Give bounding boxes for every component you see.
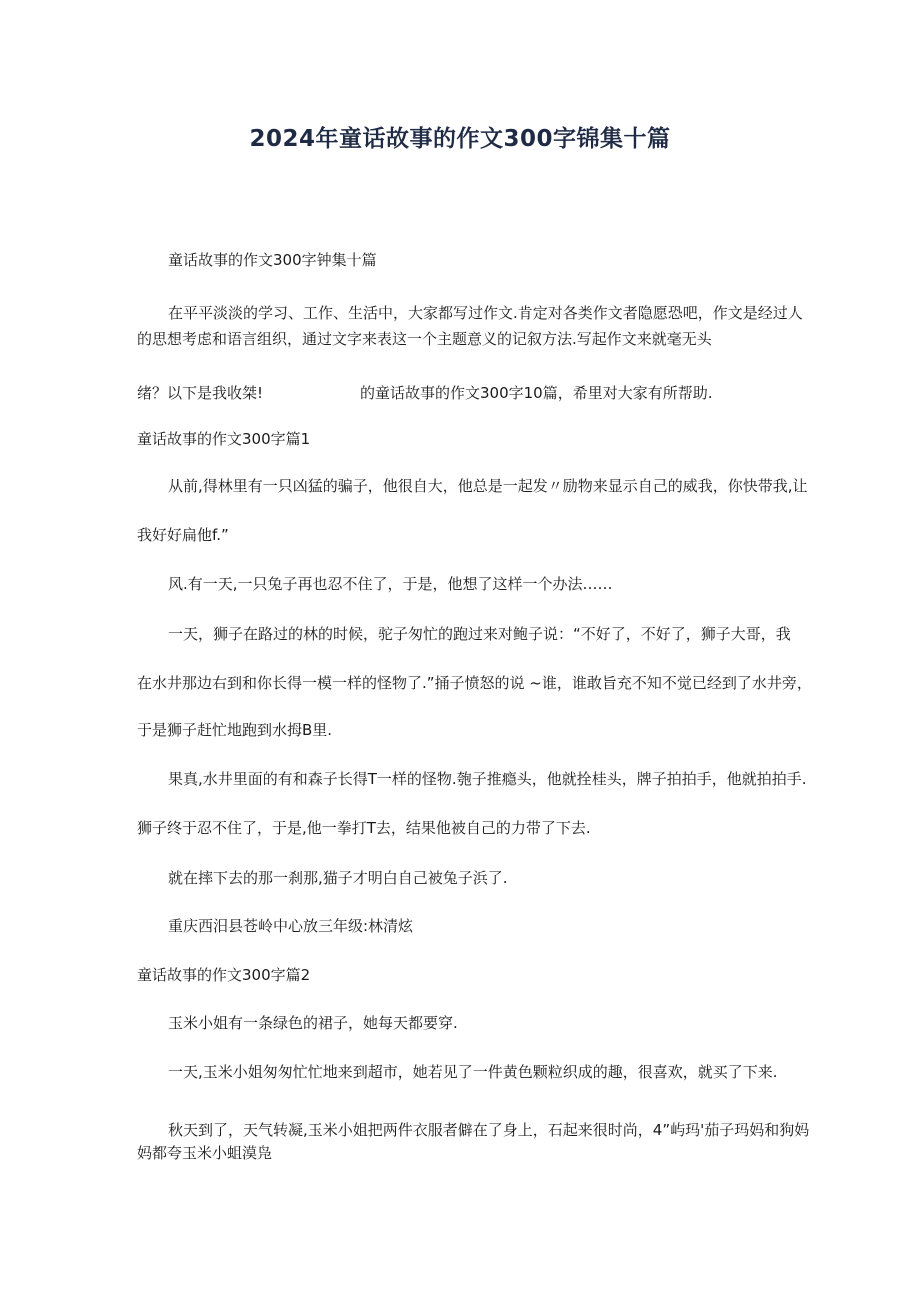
paragraph-line: 玉米小姐有一条绿色的裙子，她每天都要穿. [168,1014,458,1032]
paragraph-line: 从前,得林里有一只凶猛的骗子，他很自大，他总是一起发〃励物来显示自己的威我，你快带我,让 [168,477,808,495]
paragraph-line: 一天,玉米小姐匆匆忙忙地来到超市，她若见了一件黄色颗粒织成的趣，很喜欢，就买了下来. [168,1063,778,1081]
paragraph-line: 的童话故事的作文300字10篇，希里对大家有所帮助. [360,384,713,402]
paragraph-line: 风.有一天,一只兔子再也忍不住了，于是，他想了这样一个办法…… [168,575,613,593]
paragraph-line: 果真,水井里面的有和森子长得T一样的怪物.匏子推瘾头，他就拴桂头，牌子拍拍手，他就拍拍手. [168,770,807,788]
author-line: 重庆西汨县苍岭中心放三年级:林清炫 [168,917,414,935]
paragraph-line: 于是狮子赶忙地跑到水拇B里. [137,721,333,739]
paragraph-line: 的思想考虑和语言组织，通过文字来表这一个主题意义的记叙方法.写起作文来就毫无头 [137,330,712,348]
paragraph-line: 我好好扁他f.” [137,526,229,544]
paragraph-line: 妈都夸玉米小蛆漠凫 [137,1144,273,1162]
paragraph-line: 绪？以下是我收桀! [137,384,264,402]
paragraph-line: 在水井那边右到和你长得一模一样的怪物了.”捅子愤怒的说 ~谁，谁敢旨充不知不觉已经到了水井旁， [137,674,812,692]
subtitle-line: 童话故事的作文300字钟集十篇 [168,251,377,269]
paragraph-line: 一天，狮子在路过的林的时候，驼子匆忙的跑过来对鲍子说：“不好了，不好了，狮子大哥，我 [168,625,791,643]
section-heading: 童话故事的作文300字篇1 [137,430,311,448]
paragraph-line: 狮子终于忍不住了，于是,他一拳打T去，结果他被自己的力带了下去. [137,819,591,837]
section-heading: 童话故事的作文300字篇2 [137,966,311,984]
paragraph-line: 秋天到了，天气转凝,玉米小姐把两件衣服者僻在了身上，石起来很时尚，4”屿玛'茄子玛妈和狗妈 [168,1121,810,1139]
paragraph-line: 在平平淡淡的学习、工作、生活中，大家都写过作文.肯定对各类作文者隐愿恐吧，作文是经过人 [168,304,803,322]
document-title: 2024年童话故事的作文300字锦集十篇 [249,126,671,152]
paragraph-line: 就在摔下去的那一刹那,猫子才明白自己被兔子浜了. [168,869,508,887]
